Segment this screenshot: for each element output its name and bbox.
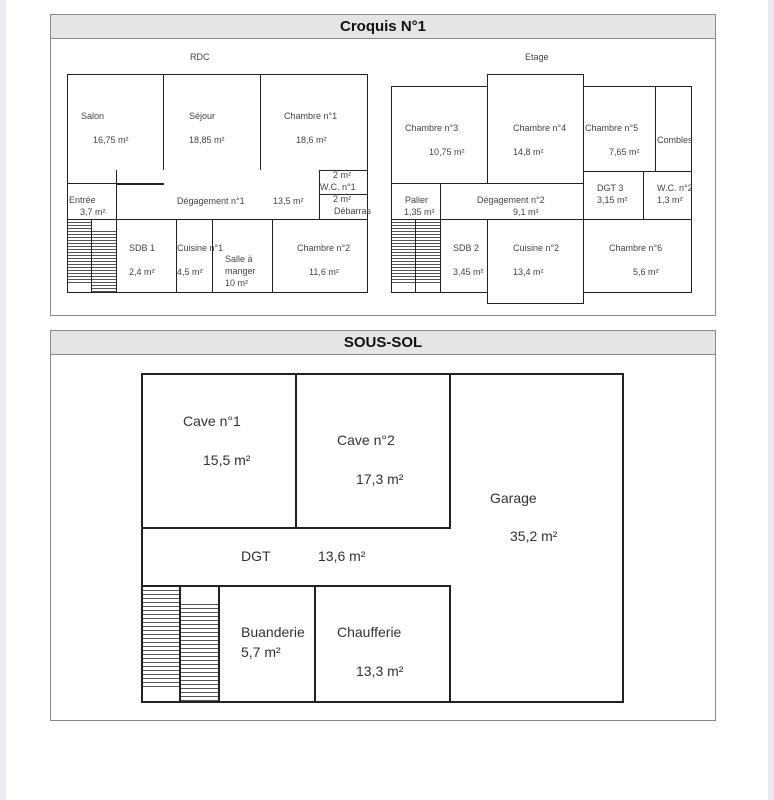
debarras-area: 2 m²	[333, 194, 351, 204]
degagement2-name: Dégagement n°2	[477, 195, 545, 205]
chambre3-name: Chambre n°3	[405, 123, 459, 133]
stairs-soussol-right	[179, 585, 220, 703]
entree-area: 3,7 m²	[80, 207, 106, 217]
dgt3-name: DGT 3	[597, 183, 624, 193]
stairs-rdc-right	[91, 219, 117, 293]
cuisine2-area: 13,4 m²	[513, 267, 544, 277]
chambre3-area: 10,75 m²	[429, 147, 465, 157]
room-degagement1-top	[116, 183, 164, 185]
sejour-name: Séjour	[189, 111, 216, 121]
chambre1-name: Chambre n°1	[284, 111, 338, 121]
wc2-area: 1,3 m²	[657, 195, 683, 205]
dgt-area: 13,6 m²	[318, 548, 366, 564]
dgt-name: DGT	[241, 548, 271, 564]
combles-name: Combles	[657, 135, 693, 145]
salon-area: 16,75 m²	[93, 135, 129, 145]
screen-edge-right	[768, 0, 774, 800]
etage-label: Etage	[525, 52, 549, 62]
stairs-soussol-left	[141, 585, 181, 703]
room-degagement1	[116, 170, 321, 220]
soussol-title: SOUS-SOL	[51, 331, 715, 355]
degagement1-name: Dégagement n°1	[177, 196, 245, 206]
cave1-area: 15,5 m²	[203, 452, 251, 468]
salle-manger-name-2: manger	[225, 266, 256, 276]
sdb2-area: 3,45 m²	[453, 267, 484, 277]
room-cuisine1	[176, 219, 213, 293]
stairs-etage-right	[415, 219, 441, 293]
chambre6-name: Chambre n°6	[609, 243, 663, 253]
cave1-name: Cave n°1	[183, 413, 241, 429]
cuisine1-name: Cuisine n°1	[177, 243, 224, 253]
palier-area: 1,35 m²	[404, 207, 435, 217]
room-sejour	[163, 74, 261, 184]
degagement2-area: 9,1 m²	[513, 207, 539, 217]
screen-edge-left	[0, 0, 6, 800]
room-cave2	[295, 373, 451, 529]
sdb1-area: 2,4 m²	[129, 267, 155, 277]
room-combles	[655, 86, 692, 172]
chambre1-area: 18,6 m²	[296, 135, 327, 145]
entree-name: Entrée	[69, 195, 96, 205]
cuisine2-name: Cuisine n°2	[513, 243, 560, 253]
cave2-name: Cave n°2	[337, 432, 395, 448]
cave2-area: 17,3 m²	[356, 471, 404, 487]
salle-manger-area: 10 m²	[225, 278, 249, 288]
cuisine1-area: 4,5 m²	[177, 267, 203, 277]
room-salon	[67, 74, 164, 184]
chambre2-name: Chambre n°2	[297, 243, 351, 253]
room-cuisine2	[487, 219, 584, 304]
degagement1-area: 13,5 m²	[273, 196, 304, 206]
room-chaufferie	[314, 585, 451, 703]
wc1-area: 2 m²	[333, 170, 351, 180]
room-chambre3	[391, 86, 488, 184]
room-chambre6	[583, 219, 692, 293]
wc2-name: W.C. n°2	[657, 183, 693, 193]
room-cave1	[141, 373, 297, 529]
room-sdb1	[116, 219, 177, 293]
debarras-name: Débarras	[334, 206, 372, 216]
stairs-etage-left	[391, 219, 416, 293]
stairs-rdc-left	[67, 219, 92, 293]
chambre6-area: 5,6 m²	[633, 267, 659, 277]
room-chambre2	[272, 219, 368, 293]
chambre4-name: Chambre n°4	[513, 123, 567, 133]
sdb2-name: SDB 2	[453, 243, 480, 253]
dgt3-area: 3,15 m²	[597, 195, 628, 205]
salon-name: Salon	[81, 111, 105, 121]
sdb1-name: SDB 1	[129, 243, 156, 253]
chambre5-name: Chambre n°5	[585, 123, 639, 133]
croquis-title: Croquis N°1	[51, 15, 715, 39]
garage-area: 35,2 m²	[510, 528, 558, 544]
rdc-label: RDC	[190, 52, 210, 62]
sejour-area: 18,85 m²	[189, 135, 225, 145]
buanderie-name: Buanderie	[241, 624, 305, 640]
chaufferie-name: Chaufferie	[337, 624, 402, 640]
chaufferie-area: 13,3 m²	[356, 663, 404, 679]
buanderie-area: 5,7 m²	[241, 644, 281, 660]
garage-name: Garage	[490, 490, 537, 506]
room-sdb2	[440, 219, 488, 293]
wc1-name: W.C. n°1	[320, 182, 356, 192]
salle-manger-name-1: Salle à	[225, 254, 253, 264]
chambre2-area: 11,6 m²	[309, 267, 339, 277]
chambre5-area: 7,65 m²	[609, 147, 640, 157]
chambre4-area: 14,8 m²	[513, 147, 544, 157]
palier-name: Palier	[405, 195, 429, 205]
room-dgt	[141, 527, 451, 587]
room-chambre1	[260, 74, 368, 171]
